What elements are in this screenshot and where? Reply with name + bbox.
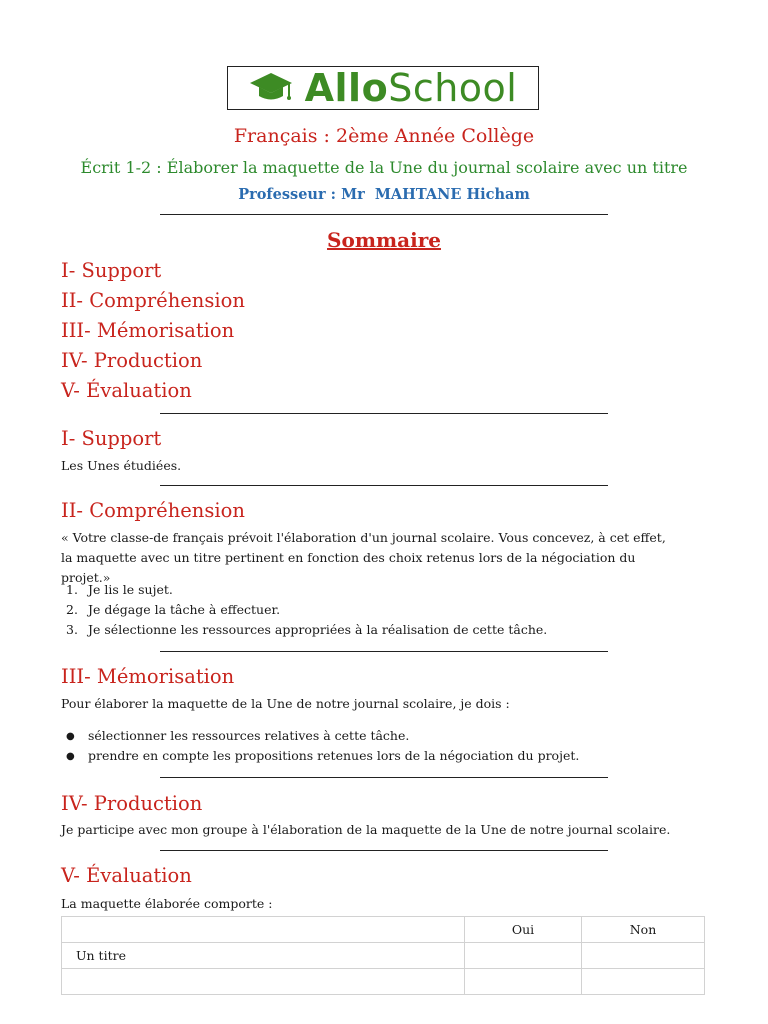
page-subtitle: Écrit 1-2 : Élaborer la maquette de la Une du journal scolaire avec un titre [80,158,688,177]
sommaire-heading: Sommaire [327,228,441,252]
divider [160,485,608,486]
section-title-support: I- Support [61,427,162,450]
toc-item-evaluation[interactable]: V- Évaluation [61,379,192,402]
step-text: Je dégage la tâche à effectuer. [88,602,281,617]
toc-item-production[interactable]: IV- Production [61,349,203,372]
table-cell-criterion [62,969,465,995]
section-title-memorisation: III- Mémorisation [61,665,235,688]
table-cell-oui[interactable] [465,943,582,969]
professor-label: Professeur : Mr [238,186,365,203]
list-item [66,746,579,766]
graduation-cap-icon [249,71,293,105]
divider [160,850,608,851]
logo-text [305,68,518,108]
table-cell-oui[interactable] [465,969,582,995]
step-number: 2. [66,602,78,617]
step-number: 1. [66,582,78,597]
table-cell-criterion: Un titre [62,943,465,969]
comprehension-text: « Votre classe-de français prévoit l'élaboration d'un journal scolaire. Vous concevez, à cet effet, la maquette avec un titre pertinent en fonction des choix retenus lors de la négociation du projet.» [61,530,666,585]
list-item [66,726,579,746]
section-title-production: IV- Production [61,792,203,815]
logo-brand-light: School [388,66,518,110]
divider [160,214,608,215]
page-title: Français : 2ème Année Collège [233,125,535,147]
table-header-oui: Oui [465,917,582,943]
professor-name: MAHTANE Hicham [374,186,530,203]
table-header-cell [62,917,465,943]
table-row [62,969,705,995]
bullet-text: sélectionner les ressources relatives à cette tâche. [88,728,410,743]
bullet-text: prendre en compte les propositions retenues lors de la négociation du projet. [88,748,580,763]
table-cell-non[interactable] [582,969,705,995]
step-number: 3. [66,622,78,637]
list-item [66,580,547,600]
divider [160,651,608,652]
table-of-contents [61,256,245,406]
divider [160,777,608,778]
bullet-icon: ● [66,751,75,762]
step-text: Je sélectionne les ressources appropriées à la réalisation de cette tâche. [88,622,548,637]
divider [160,413,608,414]
memorisation-bullets [66,726,579,766]
toc-item-comprehension[interactable]: II- Compréhension [61,289,245,312]
section-title-evaluation: V- Évaluation [61,864,192,887]
section-title-comprehension: II- Compréhension [61,499,245,522]
table-row [62,943,705,969]
logo-brand-bold: Allo [304,66,389,110]
evaluation-table [61,916,705,995]
alloschool-logo[interactable] [227,66,539,110]
list-item [66,620,547,640]
comprehension-steps [66,580,547,640]
toc-item-memorisation[interactable]: III- Mémorisation [61,319,235,342]
support-text: Les Unes étudiées. [61,458,182,473]
table-cell-non[interactable] [582,943,705,969]
table-header-non: Non [582,917,705,943]
table-header-row [62,917,705,943]
toc-item-support[interactable]: I- Support [61,259,162,282]
step-text: Je lis le sujet. [88,582,173,597]
memorisation-text: Pour élaborer la maquette de la Une de notre journal scolaire, je dois : [61,696,510,711]
bullet-icon: ● [66,731,75,742]
professor-line [0,186,768,203]
evaluation-text: La maquette élaborée comporte : [61,896,273,911]
production-text: Je participe avec mon groupe à l'élaboration de la maquette de la Une de notre journal scolaire. [61,822,671,837]
list-item [66,600,547,620]
